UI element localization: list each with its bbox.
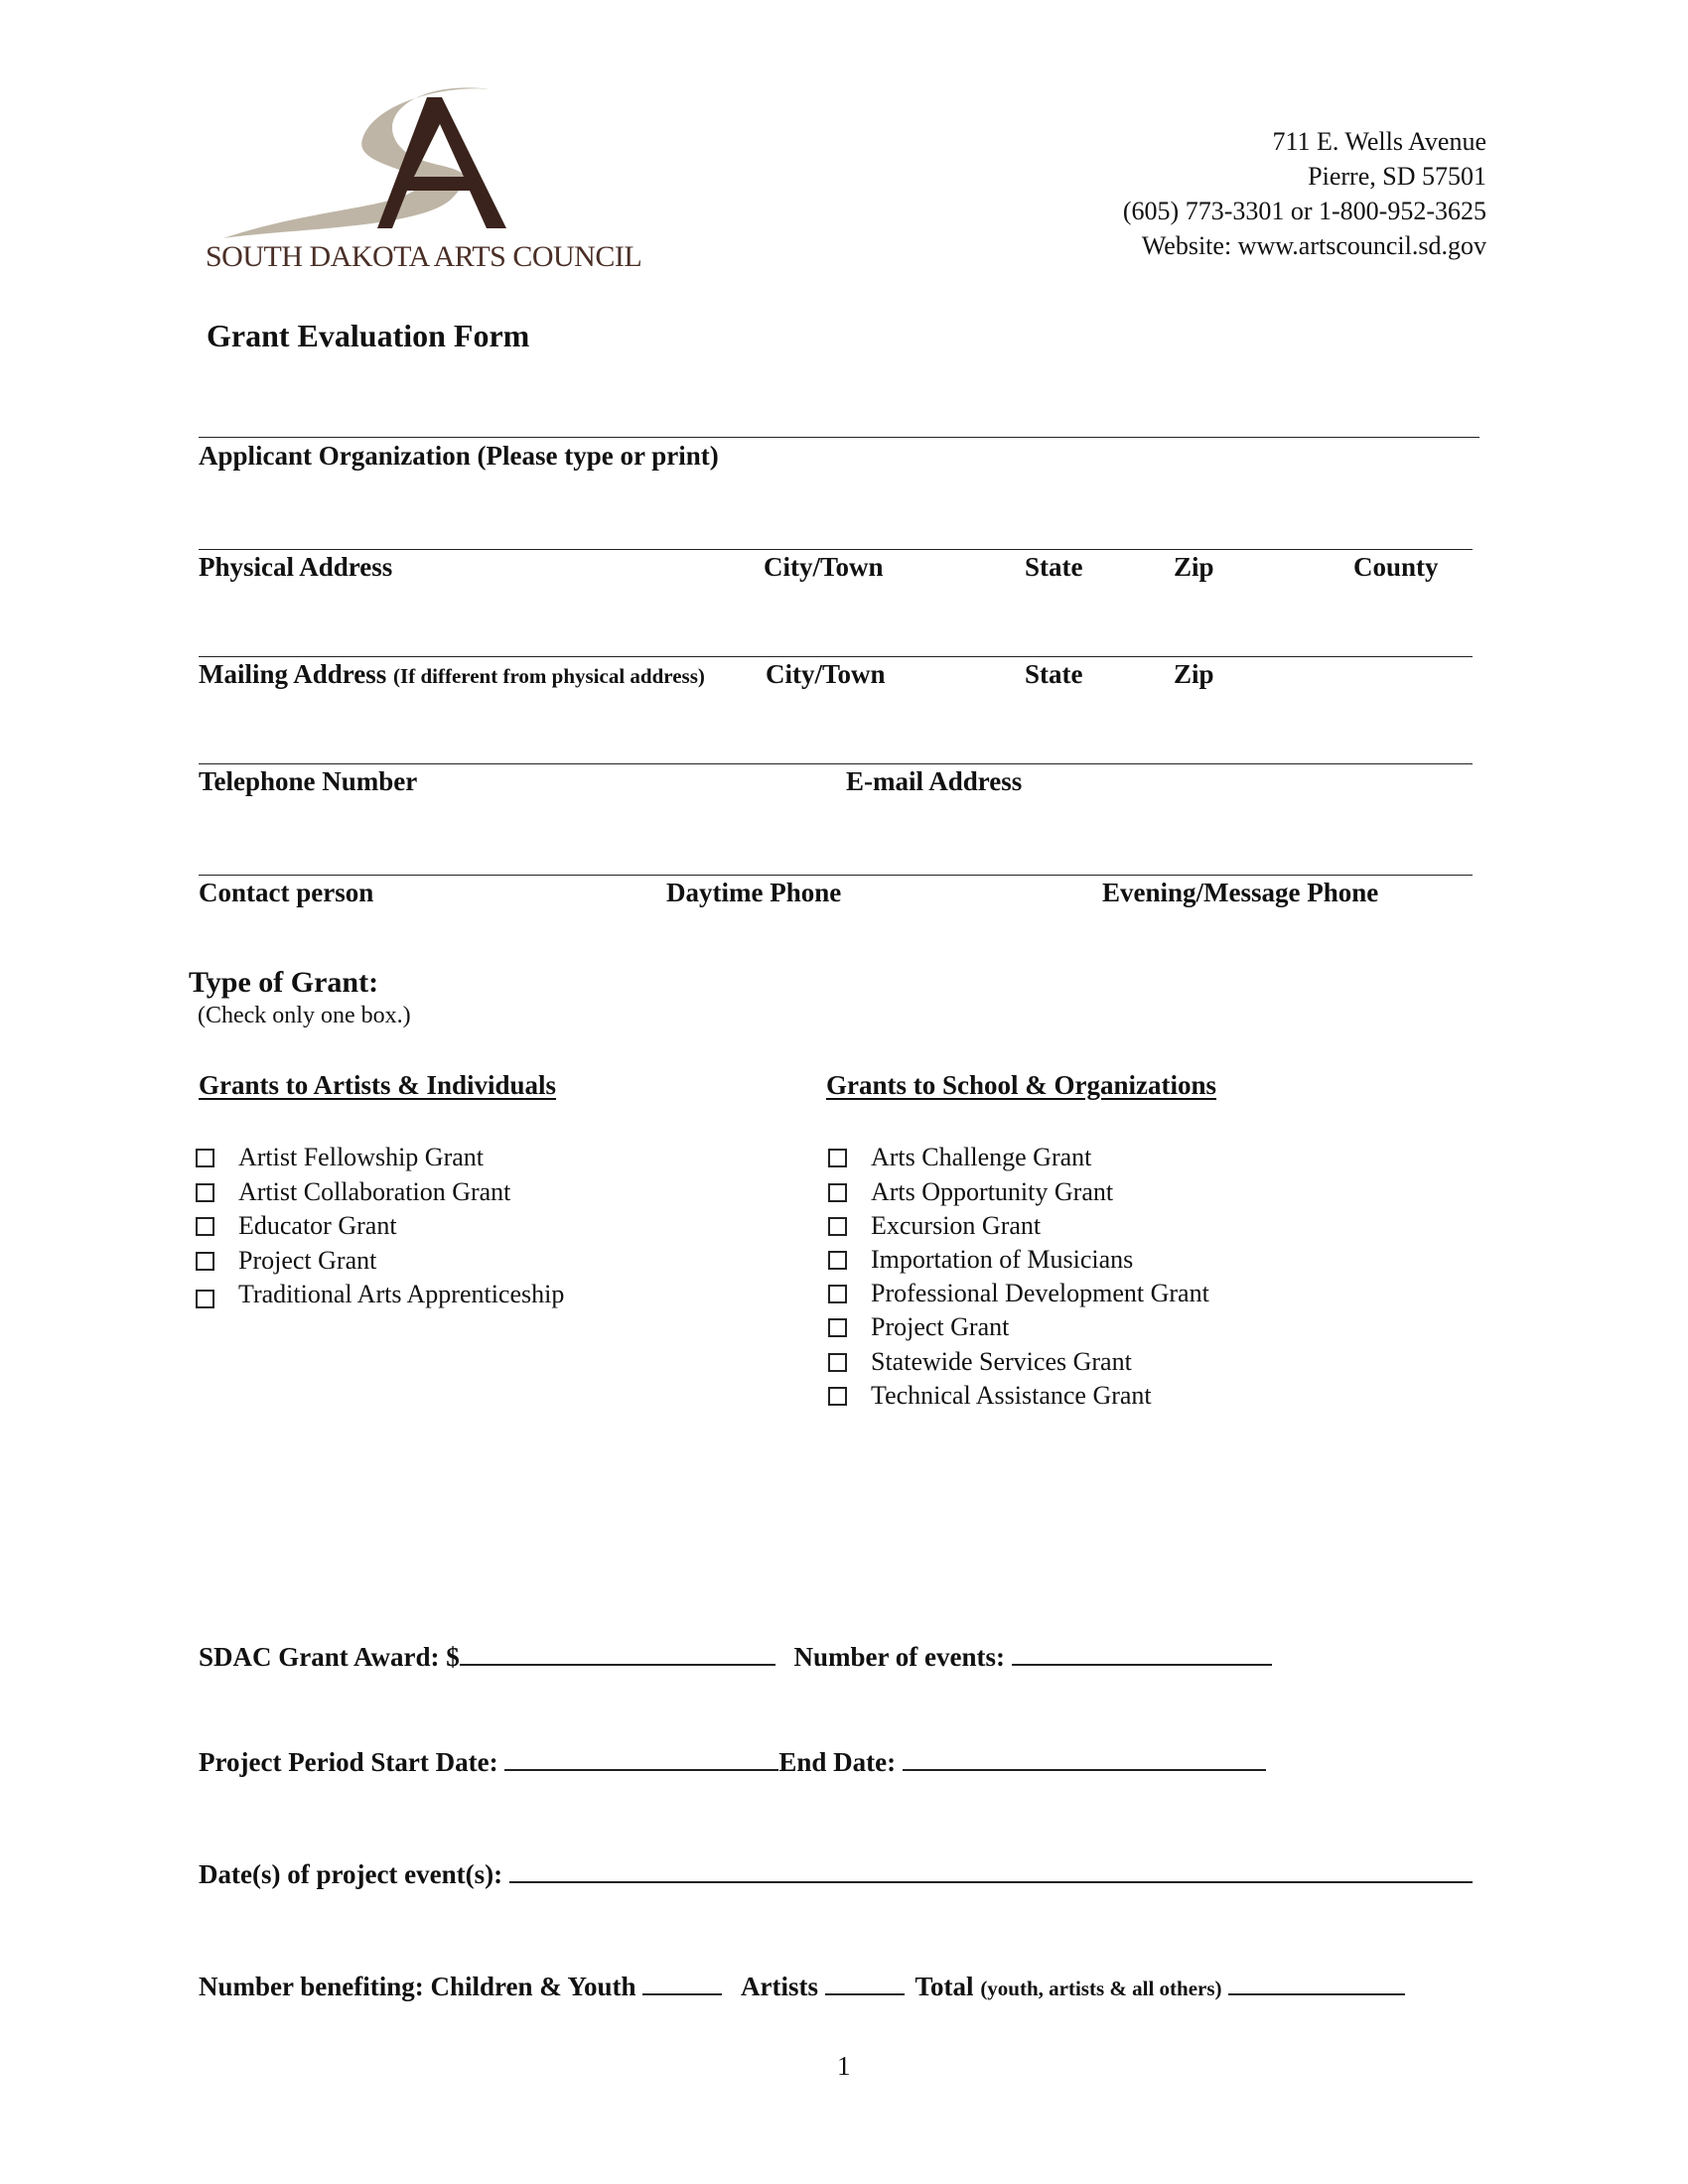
physical-address-line[interactable] [199, 549, 1473, 550]
checkbox-label: Project Grant [238, 1246, 377, 1275]
mailing-address-line[interactable] [199, 656, 1473, 657]
checkbox-row-artist-collaboration[interactable] [196, 1177, 510, 1207]
email-label: E-mail Address [846, 766, 1023, 796]
address-line-2: Pierre, SD 57501 [1308, 162, 1486, 191]
benefiting-label: Number benefiting: Children & Youth [199, 1972, 636, 2001]
checkbox-row-arts-opportunity[interactable] [828, 1177, 1113, 1207]
applicant-line[interactable] [199, 437, 1479, 438]
checkbox-arts-opportunity[interactable] [828, 1183, 847, 1202]
checkbox-row-org-project[interactable] [828, 1312, 1009, 1342]
mailing-address-note: (If different from physical address) [393, 664, 705, 688]
evening-phone-label: Evening/Message Phone [1102, 878, 1379, 907]
address-website: Website: www.artscouncil.sd.gov [1141, 231, 1486, 260]
telephone-line[interactable] [199, 763, 1473, 764]
contact-label: Contact person [199, 878, 374, 907]
project-period-row [199, 1745, 1266, 1778]
checkbox-statewide-services[interactable] [828, 1353, 847, 1372]
mailing-zip-label: Zip [1174, 659, 1214, 689]
total-note: (youth, artists & all others) [980, 1977, 1222, 2000]
end-date-label: End Date: [778, 1747, 897, 1777]
checkbox-technical-assistance[interactable] [828, 1387, 847, 1406]
contact-line[interactable] [199, 875, 1473, 876]
address-block [1123, 124, 1486, 263]
grant-type-heading: Type of Grant: [189, 966, 379, 999]
start-date-input-line[interactable] [504, 1745, 778, 1771]
checkbox-row-importation[interactable] [828, 1245, 1133, 1275]
telephone-label: Telephone Number [199, 766, 418, 796]
checkbox-row-technical-assistance[interactable] [828, 1381, 1152, 1411]
applicant-label: Applicant Organization (Please type or print) [199, 441, 719, 471]
checkbox-label: Arts Opportunity Grant [871, 1177, 1114, 1206]
logo-mark-icon [204, 79, 680, 238]
physical-city-label: City/Town [764, 552, 884, 582]
award-row [199, 1640, 1272, 1673]
event-dates-label: Date(s) of project event(s): [199, 1859, 503, 1889]
children-youth-input-line[interactable] [642, 1970, 722, 1995]
checkbox-label: Educator Grant [238, 1211, 397, 1240]
page-number: 1 [837, 2051, 851, 2081]
daytime-phone-label: Daytime Phone [666, 878, 842, 907]
checkbox-label: Importation of Musicians [871, 1245, 1134, 1274]
checkbox-org-project[interactable] [828, 1318, 847, 1337]
checkbox-label: Artist Collaboration Grant [238, 1177, 511, 1206]
checkbox-professional-development[interactable] [828, 1285, 847, 1303]
checkbox-row-artist-project[interactable] [196, 1246, 376, 1276]
total-input-line[interactable] [1228, 1970, 1405, 1995]
checkbox-label: Artist Fellowship Grant [238, 1143, 484, 1171]
orgs-heading: Grants to School & Organizations [826, 1070, 1217, 1100]
checkbox-label: Arts Challenge Grant [871, 1143, 1092, 1171]
artists-heading: Grants to Artists & Individuals [199, 1070, 557, 1100]
mailing-address-label [199, 659, 705, 690]
event-dates-input-line[interactable] [509, 1857, 1473, 1883]
address-phone: (605) 773-3301 or 1-800-952-3625 [1122, 197, 1486, 225]
checkbox-label: Excursion Grant [871, 1211, 1042, 1240]
artists-count-input-line[interactable] [825, 1970, 905, 1995]
checkbox-importation[interactable] [828, 1251, 847, 1270]
checkbox-arts-challenge[interactable] [828, 1149, 847, 1167]
physical-state-label: State [1025, 552, 1083, 582]
logo [204, 79, 680, 278]
checkbox-traditional-arts[interactable] [196, 1290, 214, 1308]
form-title: Grant Evaluation Form [207, 318, 530, 353]
grant-type-instruction: (Check only one box.) [198, 1003, 411, 1028]
checkbox-label: Traditional Arts Apprenticeship [238, 1280, 565, 1308]
event-dates-row [199, 1857, 1473, 1890]
checkbox-label: Project Grant [871, 1312, 1010, 1341]
checkbox-excursion[interactable] [828, 1217, 847, 1236]
mailing-city-label: City/Town [766, 659, 886, 689]
checkbox-row-statewide-services[interactable] [828, 1347, 1132, 1377]
checkbox-artist-collaboration[interactable] [196, 1183, 214, 1202]
physical-address-label: Physical Address [199, 552, 393, 582]
start-date-label: Project Period Start Date: [199, 1747, 498, 1777]
award-input-line[interactable] [460, 1640, 775, 1666]
checkbox-row-professional-development[interactable] [828, 1279, 1209, 1308]
address-line-1: 711 E. Wells Avenue [1272, 127, 1486, 156]
end-date-input-line[interactable] [903, 1745, 1266, 1771]
artists-count-label: Artists [741, 1972, 819, 2001]
checkbox-educator[interactable] [196, 1217, 214, 1236]
checkbox-row-artist-fellowship[interactable] [196, 1143, 484, 1172]
award-label: SDAC Grant Award: $ [199, 1642, 460, 1672]
checkbox-label: Professional Development Grant [871, 1279, 1209, 1307]
total-label: Total [914, 1972, 974, 2001]
checkbox-artist-fellowship[interactable] [196, 1149, 214, 1167]
physical-zip-label: Zip [1174, 552, 1214, 582]
checkbox-artist-project[interactable] [196, 1252, 214, 1271]
logo-text: SOUTH DAKOTA ARTS COUNCIL [206, 240, 642, 273]
checkbox-row-excursion[interactable] [828, 1211, 1041, 1241]
events-label: Number of events: [793, 1642, 1005, 1672]
benefiting-row [199, 1970, 1405, 2002]
checkbox-row-arts-challenge[interactable] [828, 1143, 1091, 1172]
events-input-line[interactable] [1012, 1640, 1272, 1666]
checkbox-row-educator[interactable] [196, 1211, 397, 1241]
checkbox-label: Statewide Services Grant [871, 1347, 1132, 1376]
checkbox-row-traditional-arts[interactable] [196, 1280, 564, 1309]
checkbox-label: Technical Assistance Grant [871, 1381, 1152, 1410]
mailing-state-label: State [1025, 659, 1083, 689]
county-label: County [1353, 552, 1439, 582]
mailing-address-text: Mailing Address [199, 659, 387, 689]
